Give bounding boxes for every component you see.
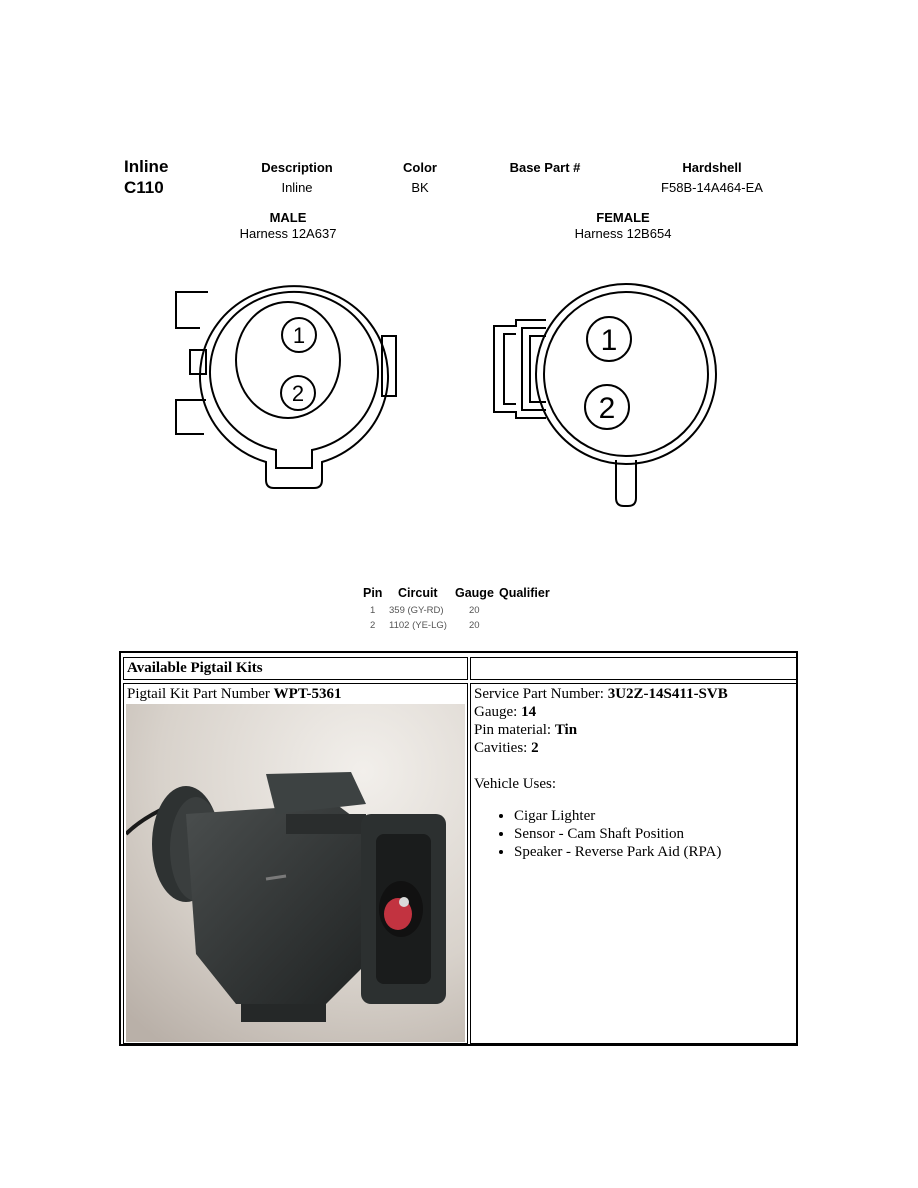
kit-details-cell: [470, 683, 797, 1044]
connector-title-line2: C110: [124, 178, 164, 197]
row1-pin: 1: [370, 605, 376, 616]
vehicle-uses-list: [474, 807, 793, 861]
kit-part-number: WPT-5361: [273, 686, 342, 702]
female-pin-2-label: 2: [598, 392, 616, 425]
male-pin-1-label: 1: [292, 323, 306, 348]
value-description: Inline: [281, 180, 313, 195]
connector-title-line1: Inline: [124, 157, 169, 176]
kit-heading-cell: [123, 657, 468, 680]
female-pin-1-label: 1: [600, 324, 618, 357]
header-description: Description: [261, 160, 333, 175]
pin-material-value: Tin: [554, 722, 578, 738]
gauge-label: Gauge:: [474, 704, 522, 720]
header-hardshell: Hardshell: [682, 160, 742, 175]
kit-empty-header-cell: [470, 657, 797, 680]
pigtail-kit-table: [119, 651, 798, 1046]
row2-pin: 2: [370, 620, 376, 631]
row1-gauge: 20: [469, 605, 480, 616]
cavities-value: 2: [531, 740, 539, 756]
male-harness: Harness 12A637: [239, 226, 337, 241]
pin-material-label: Pin material:: [474, 722, 555, 738]
list-item: • Sensor - Cam Shaft Position: [514, 825, 793, 843]
list-item: • Speaker - Reverse Park Aid (RPA): [514, 843, 793, 861]
value-color: BK: [411, 180, 429, 195]
kit-heading: Available Pigtail Kits: [127, 660, 263, 676]
gauge-header: Gauge: [455, 586, 494, 600]
circuit-header: Circuit: [398, 586, 438, 600]
pin-header: Pin: [363, 586, 383, 600]
row1-circuit: 359 (GY-RD): [389, 605, 444, 616]
qualifier-header: Qualifier: [499, 586, 550, 600]
service-number: 3U2Z-14S411-SVB: [607, 686, 728, 702]
value-hardshell: F58B-14A464-EA: [661, 180, 763, 195]
female-label: FEMALE: [596, 210, 650, 225]
list-item: • Cigar Lighter: [514, 807, 793, 825]
vehicle-uses-label: Vehicle Uses:: [474, 776, 557, 792]
service-label: Service Part Number:: [474, 686, 608, 702]
male-pin-2-label: 2: [291, 381, 305, 406]
header-color: Color: [403, 160, 437, 175]
kit-part-cell: [123, 683, 468, 1044]
cavities-label: Cavities:: [474, 740, 532, 756]
pigtail-photo: [126, 704, 465, 1042]
female-connector-diagram: [488, 262, 728, 510]
female-harness: Harness 12B654: [574, 226, 672, 241]
gauge-value: 14: [521, 704, 537, 720]
row2-circuit: 1102 (YE-LG): [389, 620, 447, 631]
kit-part-label: Pigtail Kit Part Number: [127, 686, 274, 702]
row2-gauge: 20: [469, 620, 480, 631]
male-label: MALE: [269, 210, 307, 225]
male-connector-diagram: [170, 262, 410, 494]
header-base-part: Base Part #: [509, 160, 581, 175]
